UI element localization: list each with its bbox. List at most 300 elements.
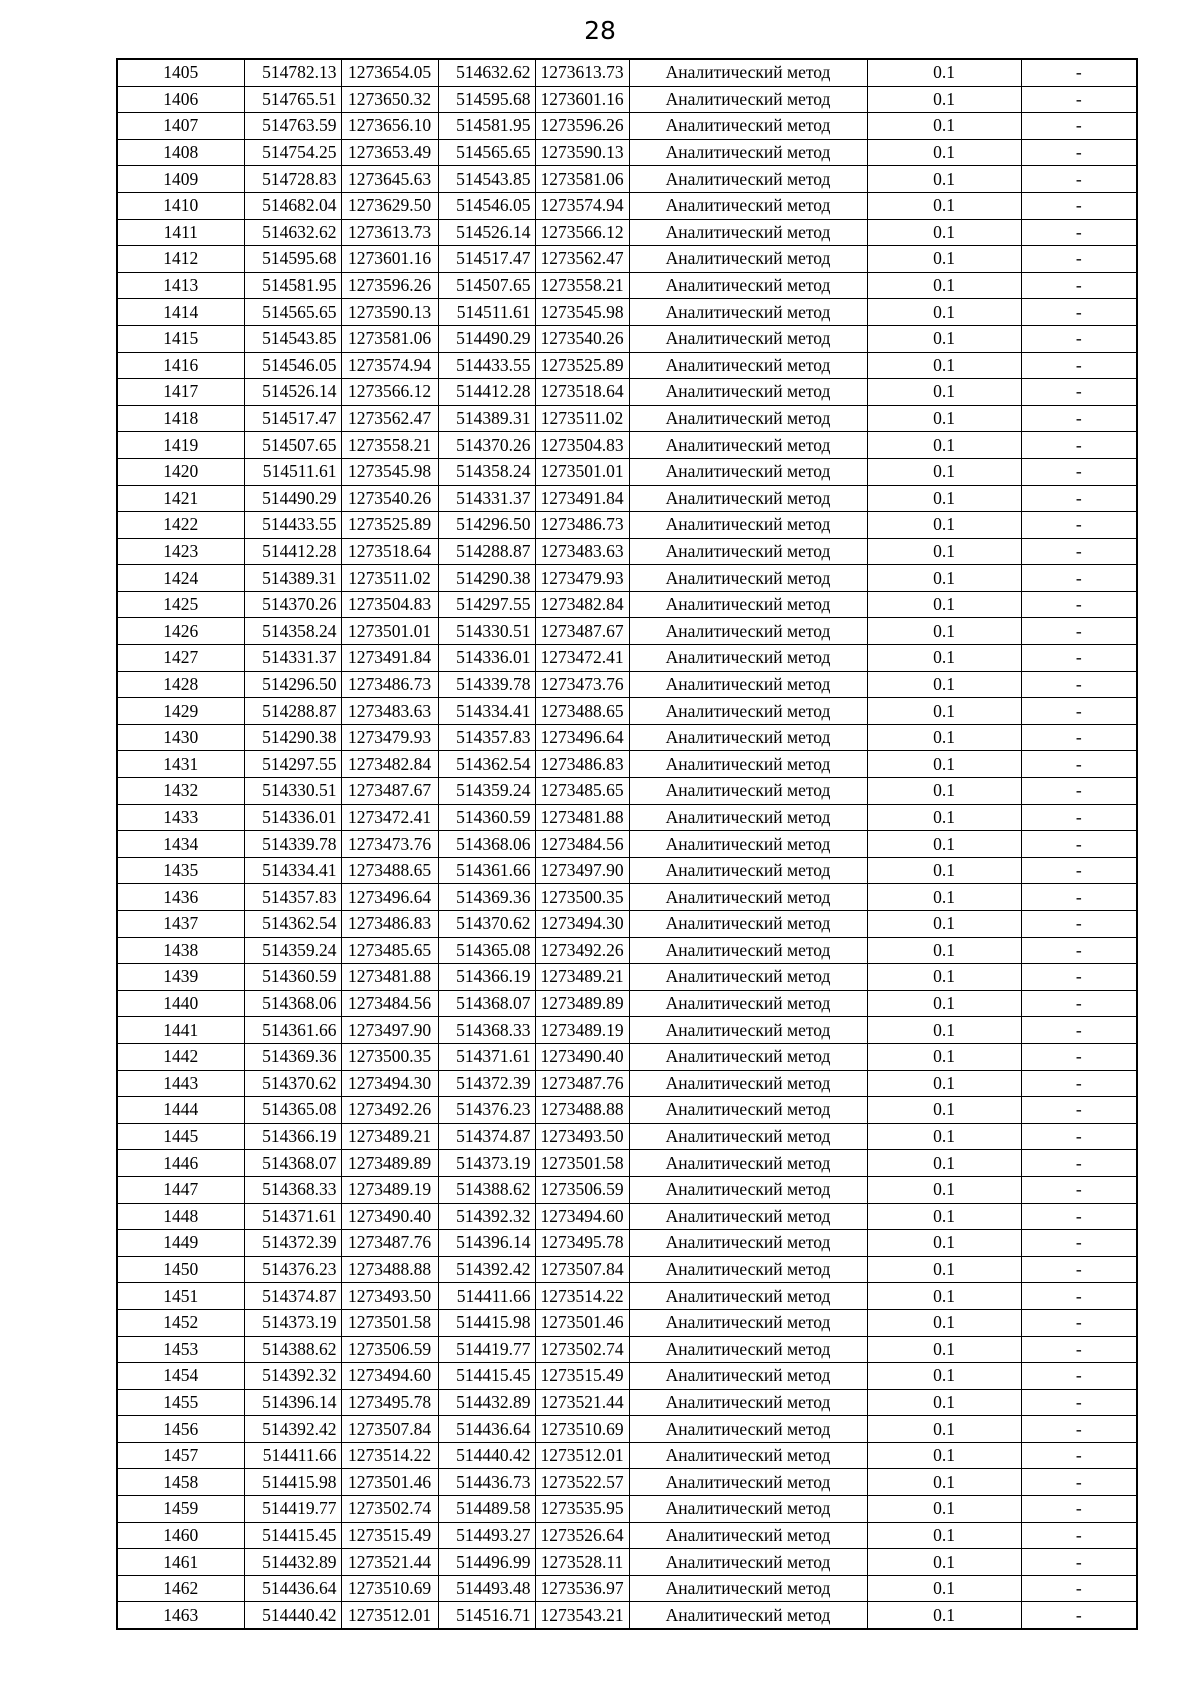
note-cell: -	[1021, 1496, 1137, 1523]
y-start-cell: 1273488.88	[341, 1256, 438, 1283]
table-row	[117, 1469, 1137, 1496]
method-cell: Аналитический метод	[629, 591, 867, 618]
y-start-cell: 1273501.01	[341, 618, 438, 645]
y-start-cell: 1273510.69	[341, 1575, 438, 1602]
y-start-cell: 1273566.12	[341, 379, 438, 406]
point-number-cell: 1419	[117, 432, 244, 459]
note-cell: -	[1021, 1602, 1137, 1629]
x-start-cell: 514376.23	[244, 1256, 341, 1283]
table-row	[117, 831, 1137, 858]
y-start-cell: 1273496.64	[341, 884, 438, 911]
x-start-cell: 514440.42	[244, 1602, 341, 1629]
note-cell: -	[1021, 1389, 1137, 1416]
y-start-cell: 1273656.10	[341, 113, 438, 140]
y-end-cell: 1273543.21	[535, 1602, 629, 1629]
x-end-cell: 514543.85	[438, 166, 535, 193]
accuracy-cell: 0.1	[867, 724, 1021, 751]
y-start-cell: 1273596.26	[341, 272, 438, 299]
x-end-cell: 514374.87	[438, 1123, 535, 1150]
accuracy-cell: 0.1	[867, 565, 1021, 592]
y-start-cell: 1273504.83	[341, 591, 438, 618]
method-cell: Аналитический метод	[629, 884, 867, 911]
point-number-cell: 1437	[117, 911, 244, 938]
note-cell: -	[1021, 1230, 1137, 1257]
table-row	[117, 1123, 1137, 1150]
y-end-cell: 1273485.65	[535, 778, 629, 805]
method-cell: Аналитический метод	[629, 405, 867, 432]
point-number-cell: 1461	[117, 1549, 244, 1576]
point-number-cell: 1406	[117, 86, 244, 113]
method-cell: Аналитический метод	[629, 299, 867, 326]
x-start-cell: 514365.08	[244, 1097, 341, 1124]
y-start-cell: 1273512.01	[341, 1602, 438, 1629]
table-row	[117, 1097, 1137, 1124]
point-number-cell: 1415	[117, 325, 244, 352]
y-start-cell: 1273486.83	[341, 911, 438, 938]
note-cell: -	[1021, 1442, 1137, 1469]
y-end-cell: 1273501.01	[535, 458, 629, 485]
x-start-cell: 514490.29	[244, 485, 341, 512]
x-start-cell: 514368.06	[244, 990, 341, 1017]
table-row	[117, 1309, 1137, 1336]
y-end-cell: 1273489.89	[535, 990, 629, 1017]
method-cell: Аналитический метод	[629, 618, 867, 645]
x-end-cell: 514440.42	[438, 1442, 535, 1469]
x-end-cell: 514493.27	[438, 1522, 535, 1549]
y-start-cell: 1273486.73	[341, 671, 438, 698]
method-cell: Аналитический метод	[629, 911, 867, 938]
point-number-cell: 1452	[117, 1309, 244, 1336]
y-end-cell: 1273495.78	[535, 1230, 629, 1257]
method-cell: Аналитический метод	[629, 1416, 867, 1443]
x-end-cell: 514290.38	[438, 565, 535, 592]
accuracy-cell: 0.1	[867, 1336, 1021, 1363]
table-row	[117, 86, 1137, 113]
y-end-cell: 1273497.90	[535, 857, 629, 884]
y-start-cell: 1273525.89	[341, 512, 438, 539]
x-start-cell: 514433.55	[244, 512, 341, 539]
y-end-cell: 1273479.93	[535, 565, 629, 592]
table-row	[117, 1256, 1137, 1283]
y-end-cell: 1273613.73	[535, 59, 629, 86]
y-start-cell: 1273514.22	[341, 1442, 438, 1469]
x-start-cell: 514415.45	[244, 1522, 341, 1549]
x-start-cell: 514288.87	[244, 698, 341, 725]
y-end-cell: 1273522.57	[535, 1469, 629, 1496]
point-number-cell: 1459	[117, 1496, 244, 1523]
y-end-cell: 1273488.65	[535, 698, 629, 725]
method-cell: Аналитический метод	[629, 1203, 867, 1230]
x-end-cell: 514330.51	[438, 618, 535, 645]
method-cell: Аналитический метод	[629, 1336, 867, 1363]
accuracy-cell: 0.1	[867, 59, 1021, 86]
note-cell: -	[1021, 724, 1137, 751]
accuracy-cell: 0.1	[867, 485, 1021, 512]
x-start-cell: 514290.38	[244, 724, 341, 751]
note-cell: -	[1021, 645, 1137, 672]
y-start-cell: 1273645.63	[341, 166, 438, 193]
note-cell: -	[1021, 352, 1137, 379]
note-cell: -	[1021, 937, 1137, 964]
accuracy-cell: 0.1	[867, 432, 1021, 459]
x-end-cell: 514419.77	[438, 1336, 535, 1363]
x-end-cell: 514365.08	[438, 937, 535, 964]
note-cell: -	[1021, 1097, 1137, 1124]
method-cell: Аналитический метод	[629, 698, 867, 725]
x-start-cell: 514419.77	[244, 1496, 341, 1523]
x-start-cell: 514370.62	[244, 1070, 341, 1097]
y-start-cell: 1273654.05	[341, 59, 438, 86]
x-end-cell: 514371.61	[438, 1043, 535, 1070]
y-start-cell: 1273511.02	[341, 565, 438, 592]
point-number-cell: 1433	[117, 804, 244, 831]
point-number-cell: 1431	[117, 751, 244, 778]
x-start-cell: 514765.51	[244, 86, 341, 113]
x-end-cell: 514415.98	[438, 1309, 535, 1336]
note-cell: -	[1021, 1203, 1137, 1230]
method-cell: Аналитический метод	[629, 192, 867, 219]
y-end-cell: 1273491.84	[535, 485, 629, 512]
table-row	[117, 884, 1137, 911]
note-cell: -	[1021, 698, 1137, 725]
y-start-cell: 1273489.21	[341, 1123, 438, 1150]
x-start-cell: 514357.83	[244, 884, 341, 911]
accuracy-cell: 0.1	[867, 379, 1021, 406]
method-cell: Аналитический метод	[629, 804, 867, 831]
x-end-cell: 514632.62	[438, 59, 535, 86]
y-end-cell: 1273540.26	[535, 325, 629, 352]
method-cell: Аналитический метод	[629, 59, 867, 86]
note-cell: -	[1021, 1256, 1137, 1283]
x-start-cell: 514372.39	[244, 1230, 341, 1257]
note-cell: -	[1021, 1123, 1137, 1150]
accuracy-cell: 0.1	[867, 1017, 1021, 1044]
note-cell: -	[1021, 1363, 1137, 1390]
accuracy-cell: 0.1	[867, 911, 1021, 938]
point-number-cell: 1432	[117, 778, 244, 805]
point-number-cell: 1416	[117, 352, 244, 379]
x-end-cell: 514432.89	[438, 1389, 535, 1416]
x-end-cell: 514357.83	[438, 724, 535, 751]
accuracy-cell: 0.1	[867, 1496, 1021, 1523]
table-row	[117, 1017, 1137, 1044]
table-row	[117, 299, 1137, 326]
note-cell: -	[1021, 59, 1137, 86]
point-number-cell: 1422	[117, 512, 244, 539]
note-cell: -	[1021, 804, 1137, 831]
y-end-cell: 1273574.94	[535, 192, 629, 219]
method-cell: Аналитический метод	[629, 1123, 867, 1150]
table-row	[117, 325, 1137, 352]
table-row	[117, 724, 1137, 751]
point-number-cell: 1460	[117, 1522, 244, 1549]
x-start-cell: 514330.51	[244, 778, 341, 805]
point-number-cell: 1421	[117, 485, 244, 512]
method-cell: Аналитический метод	[629, 724, 867, 751]
table-row	[117, 1602, 1137, 1629]
y-end-cell: 1273473.76	[535, 671, 629, 698]
note-cell: -	[1021, 884, 1137, 911]
y-start-cell: 1273558.21	[341, 432, 438, 459]
method-cell: Аналитический метод	[629, 512, 867, 539]
y-start-cell: 1273484.56	[341, 990, 438, 1017]
table-row	[117, 1442, 1137, 1469]
table-row	[117, 405, 1137, 432]
accuracy-cell: 0.1	[867, 538, 1021, 565]
note-cell: -	[1021, 751, 1137, 778]
x-start-cell: 514359.24	[244, 937, 341, 964]
table-row	[117, 192, 1137, 219]
x-end-cell: 514360.59	[438, 804, 535, 831]
table-row	[117, 1575, 1137, 1602]
x-end-cell: 514368.33	[438, 1017, 535, 1044]
point-number-cell: 1442	[117, 1043, 244, 1070]
table-row	[117, 1176, 1137, 1203]
x-start-cell: 514543.85	[244, 325, 341, 352]
x-start-cell: 514389.31	[244, 565, 341, 592]
y-end-cell: 1273490.40	[535, 1043, 629, 1070]
y-start-cell: 1273501.58	[341, 1309, 438, 1336]
x-start-cell: 514370.26	[244, 591, 341, 618]
table-row	[117, 751, 1137, 778]
method-cell: Аналитический метод	[629, 432, 867, 459]
method-cell: Аналитический метод	[629, 86, 867, 113]
accuracy-cell: 0.1	[867, 219, 1021, 246]
y-end-cell: 1273562.47	[535, 246, 629, 273]
y-start-cell: 1273487.76	[341, 1230, 438, 1257]
method-cell: Аналитический метод	[629, 219, 867, 246]
x-end-cell: 514331.37	[438, 485, 535, 512]
accuracy-cell: 0.1	[867, 751, 1021, 778]
note-cell: -	[1021, 139, 1137, 166]
method-cell: Аналитический метод	[629, 458, 867, 485]
table-row	[117, 591, 1137, 618]
x-end-cell: 514565.65	[438, 139, 535, 166]
table-body	[117, 59, 1137, 1629]
table-row	[117, 139, 1137, 166]
x-start-cell: 514415.98	[244, 1469, 341, 1496]
accuracy-cell: 0.1	[867, 698, 1021, 725]
y-start-cell: 1273495.78	[341, 1389, 438, 1416]
y-end-cell: 1273525.89	[535, 352, 629, 379]
accuracy-cell: 0.1	[867, 1389, 1021, 1416]
table-row	[117, 1416, 1137, 1443]
x-start-cell: 514373.19	[244, 1309, 341, 1336]
table-row	[117, 1363, 1137, 1390]
point-number-cell: 1448	[117, 1203, 244, 1230]
note-cell: -	[1021, 671, 1137, 698]
x-end-cell: 514436.64	[438, 1416, 535, 1443]
x-end-cell: 514516.71	[438, 1602, 535, 1629]
x-start-cell: 514546.05	[244, 352, 341, 379]
x-start-cell: 514763.59	[244, 113, 341, 140]
point-number-cell: 1441	[117, 1017, 244, 1044]
note-cell: -	[1021, 432, 1137, 459]
table-row	[117, 565, 1137, 592]
accuracy-cell: 0.1	[867, 325, 1021, 352]
y-start-cell: 1273490.40	[341, 1203, 438, 1230]
point-number-cell: 1417	[117, 379, 244, 406]
x-start-cell: 514368.07	[244, 1150, 341, 1177]
accuracy-cell: 0.1	[867, 964, 1021, 991]
x-start-cell: 514526.14	[244, 379, 341, 406]
point-number-cell: 1454	[117, 1363, 244, 1390]
y-end-cell: 1273512.01	[535, 1442, 629, 1469]
method-cell: Аналитический метод	[629, 1256, 867, 1283]
x-start-cell: 514595.68	[244, 246, 341, 273]
note-cell: -	[1021, 458, 1137, 485]
accuracy-cell: 0.1	[867, 618, 1021, 645]
x-start-cell: 514334.41	[244, 857, 341, 884]
note-cell: -	[1021, 512, 1137, 539]
x-start-cell: 514565.65	[244, 299, 341, 326]
note-cell: -	[1021, 485, 1137, 512]
accuracy-cell: 0.1	[867, 591, 1021, 618]
method-cell: Аналитический метод	[629, 671, 867, 698]
x-end-cell: 514370.26	[438, 432, 535, 459]
point-number-cell: 1436	[117, 884, 244, 911]
accuracy-cell: 0.1	[867, 1575, 1021, 1602]
x-end-cell: 514392.42	[438, 1256, 535, 1283]
table-row	[117, 1230, 1137, 1257]
y-start-cell: 1273601.16	[341, 246, 438, 273]
page-number: 28	[584, 16, 616, 45]
note-cell: -	[1021, 831, 1137, 858]
table-row	[117, 352, 1137, 379]
x-end-cell: 514362.54	[438, 751, 535, 778]
method-cell: Аналитический метод	[629, 485, 867, 512]
method-cell: Аналитический метод	[629, 1309, 867, 1336]
point-number-cell: 1451	[117, 1283, 244, 1310]
point-number-cell: 1414	[117, 299, 244, 326]
y-end-cell: 1273521.44	[535, 1389, 629, 1416]
y-end-cell: 1273596.26	[535, 113, 629, 140]
y-end-cell: 1273514.22	[535, 1283, 629, 1310]
y-start-cell: 1273482.84	[341, 751, 438, 778]
y-end-cell: 1273558.21	[535, 272, 629, 299]
y-start-cell: 1273574.94	[341, 352, 438, 379]
table-row	[117, 538, 1137, 565]
note-cell: -	[1021, 1522, 1137, 1549]
y-end-cell: 1273601.16	[535, 86, 629, 113]
note-cell: -	[1021, 990, 1137, 1017]
x-start-cell: 514432.89	[244, 1549, 341, 1576]
x-start-cell: 514396.14	[244, 1389, 341, 1416]
point-number-cell: 1438	[117, 937, 244, 964]
method-cell: Аналитический метод	[629, 139, 867, 166]
table-row	[117, 1203, 1137, 1230]
x-end-cell: 514370.62	[438, 911, 535, 938]
x-start-cell: 514682.04	[244, 192, 341, 219]
x-start-cell: 514511.61	[244, 458, 341, 485]
point-number-cell: 1449	[117, 1230, 244, 1257]
y-start-cell: 1273494.60	[341, 1363, 438, 1390]
accuracy-cell: 0.1	[867, 1416, 1021, 1443]
x-start-cell: 514517.47	[244, 405, 341, 432]
y-start-cell: 1273479.93	[341, 724, 438, 751]
x-start-cell: 514374.87	[244, 1283, 341, 1310]
point-number-cell: 1453	[117, 1336, 244, 1363]
point-number-cell: 1462	[117, 1575, 244, 1602]
table-row	[117, 964, 1137, 991]
x-end-cell: 514581.95	[438, 113, 535, 140]
x-end-cell: 514372.39	[438, 1070, 535, 1097]
point-number-cell: 1423	[117, 538, 244, 565]
table-row	[117, 1070, 1137, 1097]
y-start-cell: 1273473.76	[341, 831, 438, 858]
table-row	[117, 1549, 1137, 1576]
note-cell: -	[1021, 778, 1137, 805]
table-row	[117, 512, 1137, 539]
accuracy-cell: 0.1	[867, 804, 1021, 831]
method-cell: Аналитический метод	[629, 1070, 867, 1097]
point-number-cell: 1445	[117, 1123, 244, 1150]
accuracy-cell: 0.1	[867, 1176, 1021, 1203]
y-start-cell: 1273501.46	[341, 1469, 438, 1496]
note-cell: -	[1021, 565, 1137, 592]
x-end-cell: 514373.19	[438, 1150, 535, 1177]
accuracy-cell: 0.1	[867, 246, 1021, 273]
method-cell: Аналитический метод	[629, 831, 867, 858]
y-end-cell: 1273482.84	[535, 591, 629, 618]
point-number-cell: 1418	[117, 405, 244, 432]
x-end-cell: 514595.68	[438, 86, 535, 113]
point-number-cell: 1428	[117, 671, 244, 698]
point-number-cell: 1444	[117, 1097, 244, 1124]
method-cell: Аналитический метод	[629, 1389, 867, 1416]
accuracy-cell: 0.1	[867, 1256, 1021, 1283]
table-row	[117, 1522, 1137, 1549]
point-number-cell: 1430	[117, 724, 244, 751]
x-start-cell: 514336.01	[244, 804, 341, 831]
accuracy-cell: 0.1	[867, 884, 1021, 911]
point-number-cell: 1455	[117, 1389, 244, 1416]
method-cell: Аналитический метод	[629, 964, 867, 991]
accuracy-cell: 0.1	[867, 166, 1021, 193]
method-cell: Аналитический метод	[629, 1442, 867, 1469]
point-number-cell: 1410	[117, 192, 244, 219]
x-end-cell: 514396.14	[438, 1230, 535, 1257]
x-end-cell: 514389.31	[438, 405, 535, 432]
table-row	[117, 1150, 1137, 1177]
x-start-cell: 514754.25	[244, 139, 341, 166]
table-row	[117, 671, 1137, 698]
y-end-cell: 1273528.11	[535, 1549, 629, 1576]
note-cell: -	[1021, 1469, 1137, 1496]
y-end-cell: 1273501.46	[535, 1309, 629, 1336]
y-end-cell: 1273535.95	[535, 1496, 629, 1523]
method-cell: Аналитический метод	[629, 857, 867, 884]
accuracy-cell: 0.1	[867, 1469, 1021, 1496]
accuracy-cell: 0.1	[867, 645, 1021, 672]
y-start-cell: 1273502.74	[341, 1496, 438, 1523]
y-end-cell: 1273472.41	[535, 645, 629, 672]
y-end-cell: 1273492.26	[535, 937, 629, 964]
x-start-cell: 514368.33	[244, 1176, 341, 1203]
x-start-cell: 514296.50	[244, 671, 341, 698]
point-number-cell: 1409	[117, 166, 244, 193]
y-end-cell: 1273507.84	[535, 1256, 629, 1283]
y-end-cell: 1273501.58	[535, 1150, 629, 1177]
note-cell: -	[1021, 1283, 1137, 1310]
table-row	[117, 379, 1137, 406]
table-row	[117, 1043, 1137, 1070]
table-row	[117, 458, 1137, 485]
x-start-cell: 514371.61	[244, 1203, 341, 1230]
note-cell: -	[1021, 379, 1137, 406]
point-number-cell: 1457	[117, 1442, 244, 1469]
x-end-cell: 514392.32	[438, 1203, 535, 1230]
